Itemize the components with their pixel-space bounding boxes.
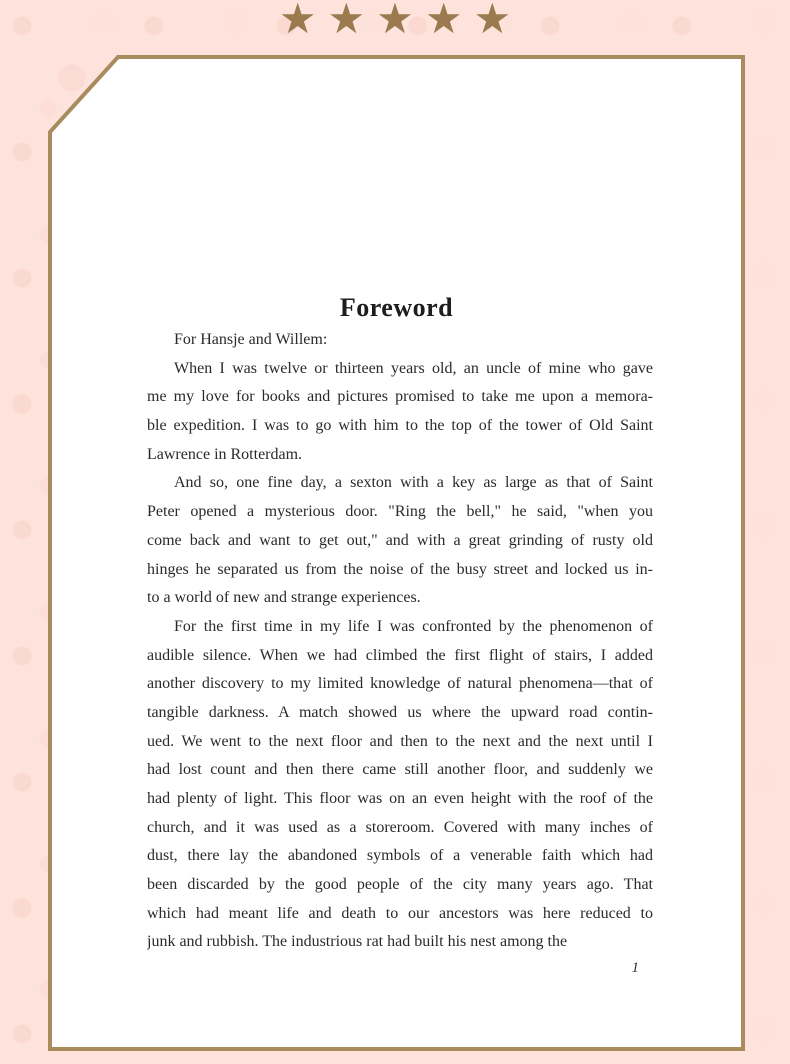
text-line: been discarded by the good people of the city many years ago. That [147, 876, 653, 894]
text-line: Peter opened a mysterious door. "Ring the bell," he said, "when you [147, 503, 653, 521]
paragraph [147, 355, 653, 470]
text-line: had lost count and then there came still another floor, and suddenly we [147, 761, 653, 779]
text-line: another discovery to my limited knowledge of natural phenomena—that of [147, 675, 653, 693]
text-line: When I was twelve or thirteen years old, an uncle of mine who gave [174, 359, 653, 377]
star-icon: ★ [376, 0, 414, 43]
text-line: which had meant life and death to our ancestors was here reduced to [147, 904, 653, 922]
page-number: 1 [631, 960, 639, 976]
text-line: hinges he separated us from the noise of the busy street and locked us in- [147, 560, 653, 578]
body-text [147, 326, 653, 957]
text-line: For the first time in my life I was confronted by the phenomenon of [174, 617, 653, 635]
text-line: For Hansje and Willem: [174, 331, 328, 348]
text-line: tangible darkness. A match showed us where the upward road contin- [147, 703, 653, 721]
star-icon: ★ [327, 0, 366, 43]
text-line: junk and rubbish. The industrious rat had built his nest among the [147, 933, 568, 951]
star-icon: ★ [424, 0, 463, 43]
text-line: come back and want to get out," and with a great grinding of rusty old [147, 531, 653, 549]
text-line: had plenty of light. This floor was on an even height with the roof of the [147, 790, 653, 807]
page-content [48, 55, 745, 1051]
star-icon: ★ [473, 0, 512, 43]
text-line: And so, one fine day, a sexton with a key as large as that of Saint [174, 474, 653, 492]
text-line: church, and it was used as a storeroom. Covered with many inches of [147, 818, 653, 836]
text-line: ble expedition. I was to go with him to the top of the tower of Old Saint [147, 417, 653, 435]
text-line: to a world of new and strange experiences. [147, 589, 421, 607]
book-page [48, 55, 745, 1051]
text-line: me my love for books and pictures promised to take me upon a memora- [147, 388, 653, 406]
text-line: dust, there lay the abandoned symbols of a venerable faith which had [147, 847, 653, 865]
paragraph [147, 613, 653, 957]
rating-stars [0, 0, 790, 43]
page-title: Foreword [339, 293, 454, 322]
text-line: ued. We went to the next floor and then to the next and the next until I [147, 732, 653, 750]
paragraph [147, 469, 653, 612]
star-icon: ★ [278, 0, 317, 43]
text-line: Lawrence in Rotterdam. [147, 445, 303, 463]
text-line: audible silence. When we had climbed the first flight of stairs, I added [147, 646, 653, 664]
paragraph [147, 326, 653, 355]
